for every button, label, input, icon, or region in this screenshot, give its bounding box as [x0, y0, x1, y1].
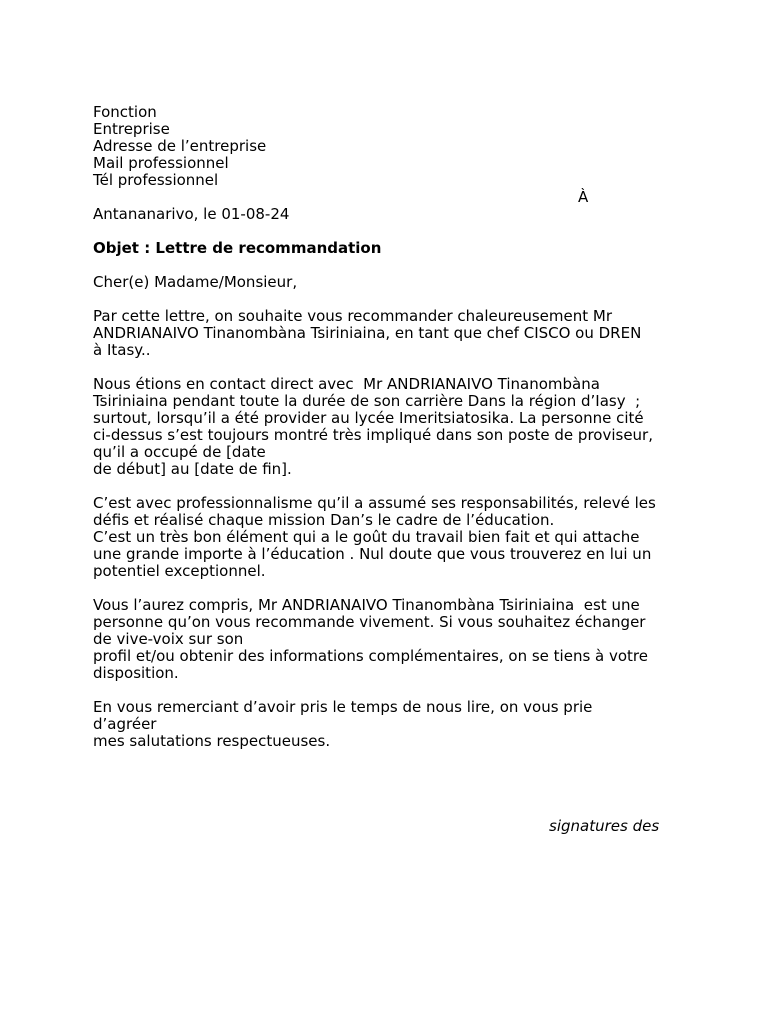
paragraph-3-line-4: une grande importe à l’éducation . Nul doute que vous trouverez en lui un: [93, 545, 652, 563]
paragraph-1-line-3: à Itasy..: [93, 341, 151, 359]
paragraph-3-line-2: défis et réalisé chaque mission Dan’s le cadre de l’éducation.: [93, 511, 555, 529]
paragraph-3-line-1: C’est avec professionnalisme qu’il a assumé ses responsabilités, relevé les: [93, 494, 656, 512]
paragraph-4-line-3: de vive-voix sur son: [93, 630, 244, 648]
salutation: Cher(e) Madame/Monsieur,: [93, 273, 298, 291]
paragraph-2-line-5: qu’il a occupé de [date: [93, 443, 266, 461]
paragraph-1-line-2: ANDRIANAIVO Tinanombàna Tsiriniaina, en tant que chef CISCO ou DREN: [93, 324, 642, 342]
sender-entreprise: Entreprise: [93, 120, 170, 138]
sender-mail: Mail professionnel: [93, 154, 229, 172]
paragraph-3-line-5: potentiel exceptionnel.: [93, 562, 266, 580]
paragraph-4-line-4: profil et/ou obtenir des informations complémentaires, on se tiens à votre: [93, 647, 648, 665]
subject-line: Objet : Lettre de recommandation: [93, 239, 382, 257]
place-date: Antananarivo, le 01-08-24: [93, 205, 290, 223]
sender-fonction: Fonction: [93, 103, 157, 121]
paragraph-4-line-2: personne qu’on vous recommande vivement. Si vous souhaitez échanger: [93, 613, 646, 631]
sender-tel: Tél professionnel: [93, 171, 219, 189]
sender-adresse: Adresse de l’entreprise: [93, 137, 267, 155]
paragraph-5-line-1: En vous remerciant d’avoir pris le temps de nous lire, on vous prie: [93, 698, 593, 716]
paragraph-2-line-2: Tsiriniaina pendant toute la durée de son carrière Dans la région d’Iasy ;: [93, 392, 641, 410]
paragraph-5-line-2: d’agréer: [93, 715, 157, 733]
paragraph-1-line-1: Par cette lettre, on souhaite vous recommander chaleureusement Mr: [93, 307, 613, 325]
paragraph-2-line-4: ci-dessus s’est toujours montré très impliqué dans son poste de proviseur,: [93, 426, 653, 444]
paragraph-4-line-5: disposition.: [93, 664, 179, 682]
paragraph-2-line-3: surtout, lorsqu’il a été provider au lycée Imeritsiatosika. La personne cité: [93, 409, 644, 427]
paragraph-4-line-1: Vous l’aurez compris, Mr ANDRIANAIVO Tinanombàna Tsiriniaina est une: [93, 596, 640, 614]
paragraph-2-line-1: Nous étions en contact direct avec Mr ANDRIANAIVO Tinanombàna: [93, 375, 600, 393]
paragraph-3-line-3: C’est un très bon élément qui a le goût du travail bien fait et qui attache: [93, 528, 640, 546]
paragraph-5-line-3: mes salutations respectueuses.: [93, 732, 331, 750]
paragraph-2-line-6: de début] au [date de fin].: [93, 460, 292, 478]
recipient-to: À: [578, 188, 589, 206]
signature-line: signatures des: [549, 817, 660, 835]
